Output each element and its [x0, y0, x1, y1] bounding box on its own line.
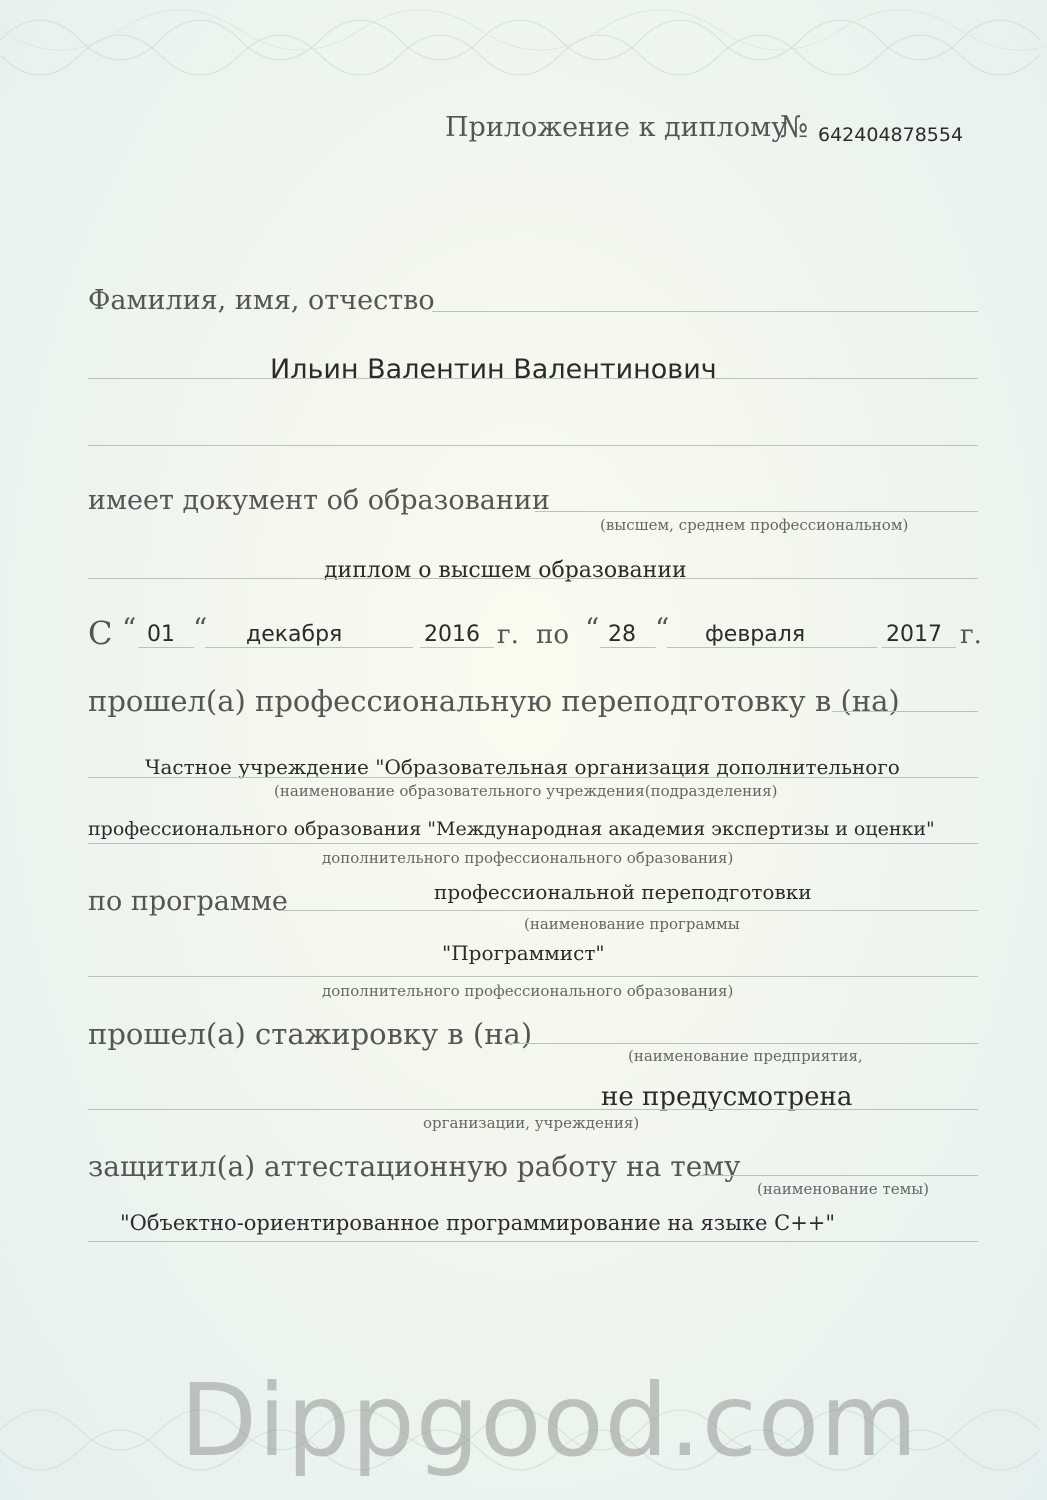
program-caption1: (наименование программы	[524, 915, 740, 933]
start-year: 2016	[424, 622, 480, 647]
internship-caption2: организации, учреждения)	[423, 1114, 640, 1132]
fio-line-1	[432, 311, 978, 312]
end-year-suffix: г.	[960, 620, 982, 650]
retraining-caption2: дополнительного профессионального образования)	[322, 849, 734, 867]
appendix-title: Приложение к диплому	[445, 112, 787, 143]
fio-value: Ильин Валентин Валентинович	[270, 354, 717, 385]
education-value: диплом о высшем образовании	[324, 558, 687, 583]
retraining-line-3	[88, 843, 978, 844]
number-sign: №	[780, 110, 809, 145]
period-prefix: С	[88, 614, 113, 652]
program-label: по программе	[88, 886, 288, 917]
thesis-line-1	[698, 1175, 978, 1176]
internship-caption1: (наименование предприятия,	[628, 1047, 863, 1065]
start-day: 01	[147, 622, 175, 647]
fio-line-3	[88, 445, 978, 446]
education-line-2	[88, 578, 978, 579]
program-value-line2: "Программист"	[442, 941, 605, 965]
thesis-label: защитил(а) аттестационную работу на тему	[88, 1150, 741, 1183]
end-year: 2017	[886, 622, 942, 647]
fio-label: Фамилия, имя, отчество	[88, 285, 435, 316]
thesis-line-2	[88, 1241, 978, 1242]
end-day: 28	[608, 622, 636, 647]
internship-line-1	[508, 1043, 978, 1044]
internship-value: не предусмотрена	[601, 1082, 853, 1112]
internship-label: прошел(а) стажировку в (на)	[88, 1017, 533, 1051]
start-month: декабря	[246, 622, 343, 647]
end-day-close-quote: “	[655, 612, 670, 645]
education-label: имеет документ об образовании	[88, 485, 550, 516]
retraining-label: прошел(а) профессиональную переподготовку в (на)	[88, 684, 900, 718]
retraining-caption1: (наименование образовательного учреждения(подразделения)	[274, 782, 778, 800]
program-value-line1: профессиональной переподготовки	[434, 880, 812, 904]
fio-line-2	[88, 378, 978, 379]
start-year-line	[420, 647, 494, 648]
start-month-line	[205, 647, 413, 648]
program-caption2: дополнительного профессионального образования)	[322, 982, 734, 1000]
period-to: по	[536, 620, 569, 650]
top-guilloche-pattern	[0, 0, 1047, 110]
diploma-number: 642404878554	[818, 124, 964, 146]
education-caption: (высшем, среднем профессиональном)	[600, 516, 909, 534]
internship-line-2	[88, 1109, 978, 1110]
start-year-suffix: г.	[497, 620, 519, 650]
start-day-open-quote: “	[122, 612, 137, 645]
end-year-line	[882, 647, 956, 648]
watermark-text: Dippgood.com	[180, 1362, 919, 1479]
thesis-value: "Объектно-ориентированное программирование на языке С++"	[120, 1211, 836, 1235]
start-day-line	[138, 647, 194, 648]
start-day-close-quote: “	[193, 612, 208, 645]
retraining-line-1	[832, 711, 978, 712]
retraining-org-line2: профессионального образования "Международная академия экспертизы и оценки"	[88, 818, 935, 840]
retraining-org-line1: Частное учреждение "Образовательная организация дополнительного	[145, 755, 900, 779]
program-line-1	[283, 910, 978, 911]
thesis-caption: (наименование темы)	[757, 1180, 930, 1198]
end-day-line	[600, 647, 656, 648]
end-day-open-quote: “	[585, 612, 600, 645]
end-month-line	[667, 647, 877, 648]
retraining-line-2	[88, 777, 978, 778]
end-month: февраля	[705, 622, 806, 647]
program-line-2	[88, 976, 978, 977]
education-line-1	[535, 511, 978, 512]
